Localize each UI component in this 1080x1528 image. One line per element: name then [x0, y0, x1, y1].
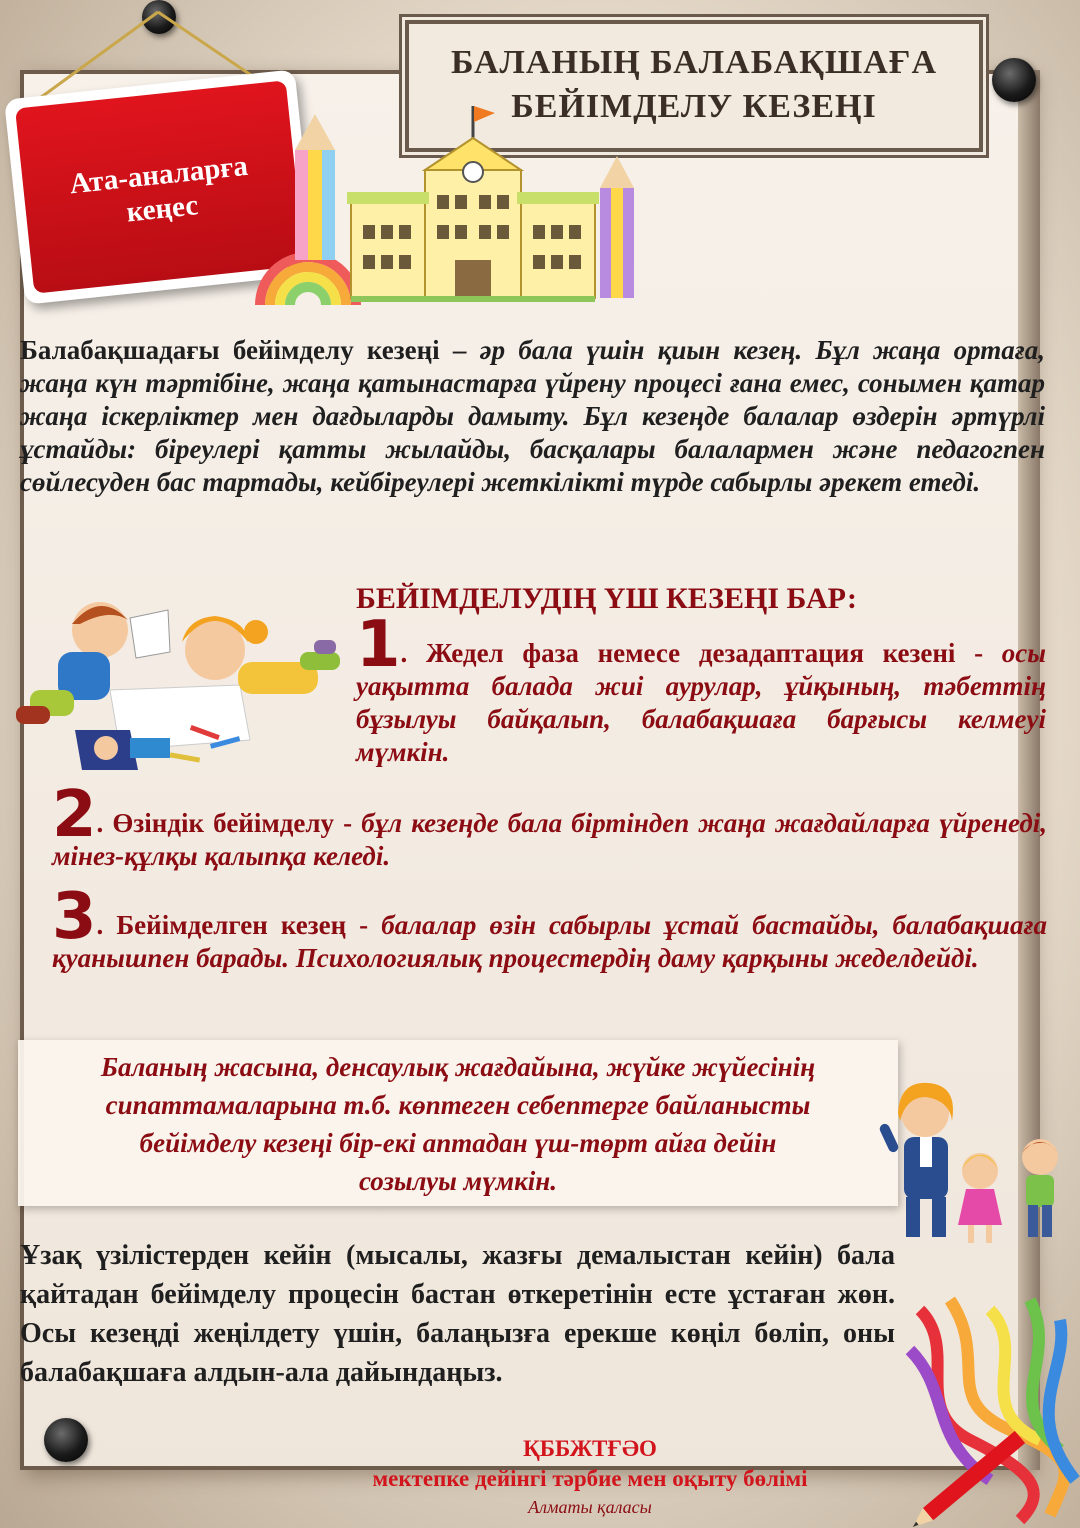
rainbow-icon — [260, 257, 356, 305]
teacher-and-children-icon — [870, 1075, 1080, 1250]
stage-1 — [356, 608, 1046, 769]
stage-2 — [52, 778, 1047, 873]
note-line-4: созылуы мүмкін. — [358, 1166, 558, 1196]
colorful-ribbons-icon — [900, 1290, 1080, 1528]
pin-bottom-left-icon — [44, 1418, 88, 1462]
frame-edge — [1018, 70, 1040, 1470]
stage-2-number: 2 — [52, 778, 97, 852]
sign-line-1: Ата-аналарға — [68, 149, 250, 201]
stage-3 — [52, 880, 1047, 975]
stage-3-text: балалар өзін сабырлы ұстай бастайды, балабақшаға қуанышпен барады. Психологиялық процестердің даму қарқыны жеделдейді. — [52, 910, 1047, 973]
school-building-icon — [255, 100, 655, 320]
note-line-3: бейімделу кезеңі бір-екі аптадан үш-төрт айға дейін — [139, 1128, 777, 1158]
stages-heading: БЕЙІМДЕЛУДІҢ ҮШ КЕЗЕҢІ БАР: — [356, 582, 858, 615]
intro-paragraph — [20, 334, 1045, 499]
stage-1-number: 1 — [356, 608, 401, 682]
stage-3-title: . Бейімделген кезең - — [96, 910, 382, 940]
stage-2-text: бұл кезеңде бала біртіндеп жаңа жағдайларға үйренеді, мінез-құлқы қалыпқа келеді. — [52, 808, 1047, 871]
stage-1-text: осы уақытта балада жиі аурулар, ұйқының, тәбеттің бұзылуы байқалып, балабақшаға барғысы келмеуі мүмкін. — [356, 638, 1046, 767]
footer-city: Алматы қаласы — [528, 1497, 652, 1517]
note-text — [28, 1048, 888, 1200]
title-line-1: БАЛАНЫҢ БАЛАБАҚШАҒА — [450, 44, 938, 81]
footer-dept: мектепке дейінгі тәрбие мен оқыту бөлімі — [372, 1466, 808, 1491]
note-line-1: Баланың жасына, денсаулық жағдайына, жүйке жүйесінің — [100, 1052, 816, 1082]
stage-3-number: 3 — [52, 880, 97, 954]
note-line-2: сипаттамаларына т.б. көптеген себептерге байланысты — [105, 1090, 811, 1120]
stage-1-title: . Жедел фаза немесе дезадаптация кезені - — [400, 638, 1002, 668]
sign-line-2: кеңес — [124, 189, 200, 229]
note-box — [18, 1040, 898, 1206]
outro-paragraph: Ұзақ үзілістерден кейін (мысалы, жазғы демалыстан кейін) бала қайтадан бейімделу процесін бастан өткеретінін есте ұстаған жөн. Осы кезеңді жеңілдету үшін, балаңызға ерекше көңіл бөліп, оны балабақшаға алдын-ала дайындаңыз. — [20, 1240, 895, 1388]
pin-top-right-icon — [992, 58, 1036, 102]
footer-org: ҚББЖТҒӘО — [523, 1436, 657, 1461]
intro-body: әр бала үшін қиын кезең. Бұл жаңа ортаға, жаңа күн тәртібіне, жаңа қатынастарға үйрену процесі ғана емес, сонымен қатар жаңа іскерліктер мен дағдыларды дамыту. Бұл кезеңде балалар өздерін әртүрлі ұстайды: біреулері қатты жылайды, басқалары балалармен және педагогпен сөйлесуден бас тартады, кейбіреулері жеткілікті түрде сабырлы әрекет етеді. — [20, 335, 1045, 497]
children-drawing-illustration-icon — [10, 590, 350, 780]
title-line-2: БЕЙІМДЕЛУ КЕЗЕҢІ — [511, 88, 877, 125]
stage-2-title: . Өзіндік бейімделу - — [96, 808, 362, 838]
intro-lead: Балабақшадағы бейімделу кезеңі – — [20, 335, 480, 365]
